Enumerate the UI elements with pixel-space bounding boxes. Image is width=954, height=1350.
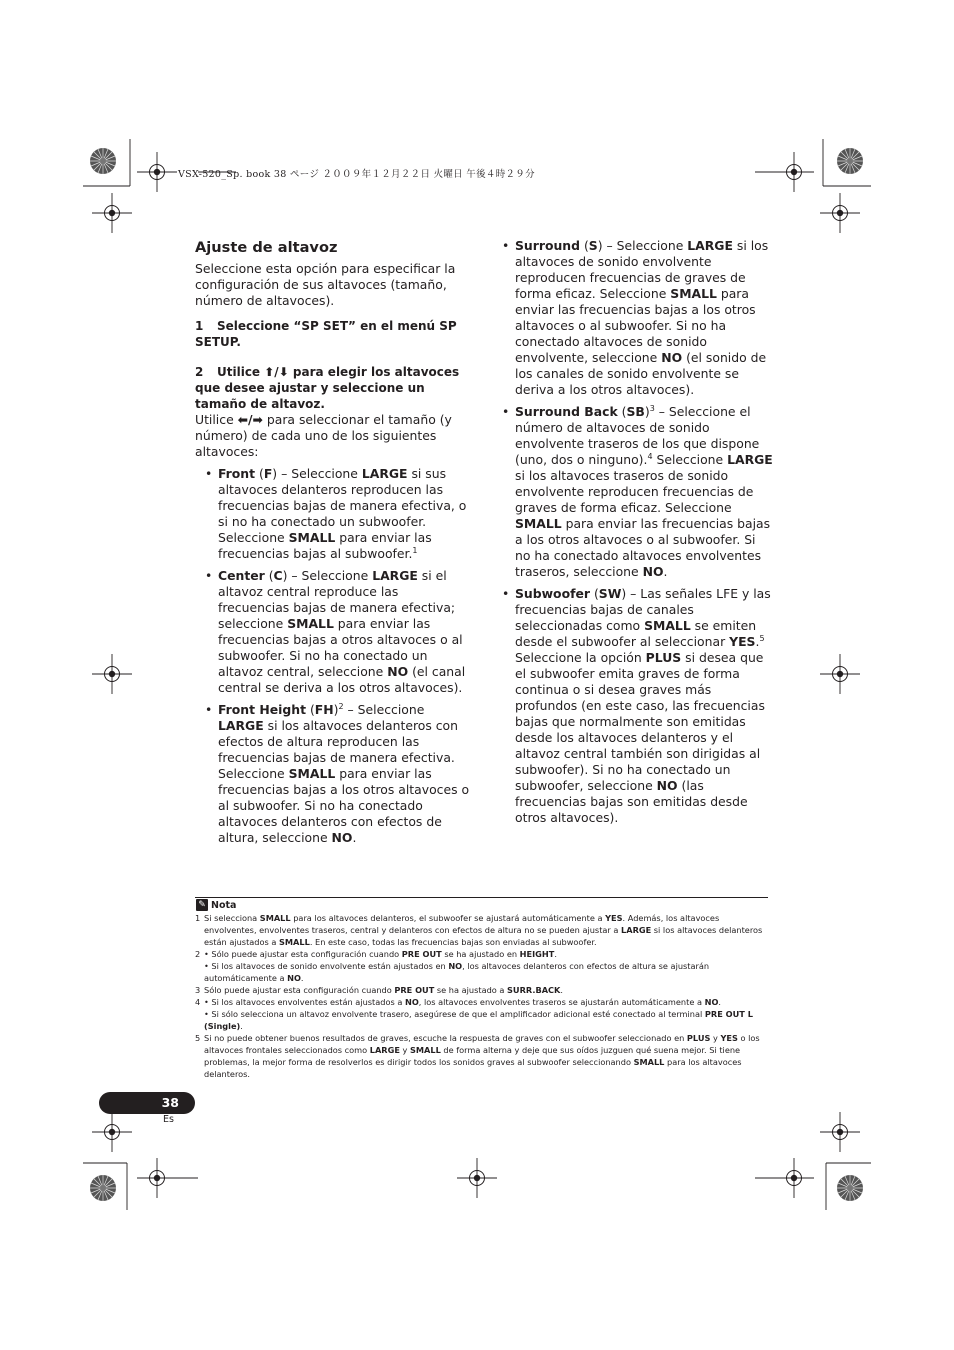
registration-cross — [92, 193, 132, 233]
registration-cross — [92, 654, 132, 694]
step-number: 2 — [195, 365, 204, 379]
footnote-2a: 2 • Sólo puede ajustar esta configuración cuando PRE OUT se ha ajustado en HEIGHT. — [195, 949, 557, 959]
list-item-front: • Front (F) – Seleccione LARGE si sus altavoces delanteros reproducen las frecuencias bajas de manera efectiva, o si no ha conectado un subwoofer. Seleccione SMALL para enviar las frecuencias bajas al subwoofer.$^1$ — [205, 466, 467, 561]
footnote-1: 1 Si selecciona SMALL para los altavoces delanteros, el subwoofer se ajustará automáticamente a YES. Además, los altavoces envolventes, envolventes traseros, central y delanteros con efectos de altura no se pueden ajustar a LARGE si los altavoces delanteros están ajustados a SMALL. En este caso, todas las frecuencias bajas son enviadas al subwoofer. — [195, 913, 763, 947]
note-heading: ✎ Nota — [196, 899, 236, 911]
speaker-list — [501, 238, 773, 826]
registration-cross — [92, 1112, 132, 1152]
registration-cross — [820, 1112, 860, 1152]
registration-burst-bottom-left — [90, 1175, 116, 1201]
step-1 — [195, 318, 473, 350]
footnotes — [195, 912, 768, 1080]
registration-cross — [774, 1158, 814, 1198]
footnote-4b: • Si sólo selecciona un altavoz envolvente trasero, asegúrese de que el amplificador adicional esté conectado al terminal PRE OUT L (Single). — [204, 1009, 753, 1031]
list-item-front-height: • Front Height (FH)$^2$ – Seleccione LARGE si los altavoces delanteros con efectos de altura reproducen las frecuencias bajas de manera efectiva. Seleccione SMALL para enviar las frecuencias bajas a los otros altavoces o al subwoofer. Si no ha conectado altavoces delanteros con efectos de altura, seleccione NO. — [205, 702, 470, 845]
registration-cross — [774, 152, 814, 192]
footnote-5: 5 Si no puede obtener buenos resultados de graves, escuche la respuesta de graves con el subwoofer seleccionado en PLUS y YES o los altavoces frontales seleccionados como LARGE y SMALL de forma alterna y deje que sus oídos juzguen qué suena mejor. Si tiene problemas, la mejor forma de resolverlos es dirigir todos los sonidos graves al subwoofer seleccionando SMALL para los altavoces delanteros. — [195, 1033, 760, 1079]
step-number: 1 — [195, 319, 204, 333]
step-2: 2 Utilice ⬆/⬇ para elegir los altavoces que desee ajustar y seleccione un tamaño de altavoz. — [195, 365, 460, 411]
step-2-body: Utilice ⬅/➡ para seleccionar el tamaño (y número) de cada uno de los siguientes altavoces: — [195, 412, 452, 459]
section-title: Ajuste de altavoz — [195, 239, 338, 256]
footnote-3: 3 Sólo puede ajustar esta configuración cuando PRE OUT se ha ajustado a SURR.BACK. — [195, 985, 563, 995]
list-item-surround-back: • Surround Back (SB)$^3$ – Seleccione el número de altavoces de sonido envolvente traseros de los que dispone (uno, dos o ninguno).$^4$ Seleccione LARGE si los altavoces traseros de sonido envolvente reproducen frecuencias de graves de forma eficaz. Seleccione SMALL para enviar las frecuencias bajas a los otros altavoces o al subwoofer. Si no ha conectado altavoces envolventes traseros, seleccione NO. — [502, 404, 773, 579]
list-item-subwoofer: • Subwoofer (SW) – Las señales LFE y las frecuencias bajas de canales seleccionadas como SMALL se emiten desde el subwoofer al seleccionar YES.$^5$ Seleccione la opción PLUS si desea que el subwoofer emita graves de forma continua o si desea graves más profundos (en este caso, las frecuencias bajas que normalmente son emitidas desde los altavoces delanteros y el altavoz central también son dirigidas al subwoofer). Si no ha conectado un subwoofer, seleccione NO (las frecuencias bajas son emitidas desde otros altavoces). — [502, 586, 771, 825]
registration-burst-top-right — [837, 148, 863, 174]
registration-burst-bottom-right — [837, 1175, 863, 1201]
registration-cross — [457, 1158, 497, 1198]
left-right-arrows-icon: ⬅/➡ — [237, 412, 263, 427]
registration-cross — [137, 152, 177, 192]
registration-cross — [820, 193, 860, 233]
note-divider — [195, 897, 768, 898]
list-item-center: • Center (C) – Seleccione LARGE si el altavoz central reproduce las frecuencias bajas de manera efectiva; seleccione SMALL para enviar las frecuencias bajas a otros altavoces o al subwoofer. Si no ha conectado un altavoz central, seleccione NO (el canal central se deriva a los otros altavoces). — [205, 568, 466, 695]
footnote-4a: 4 • Si los altavoces envolventes están ajustados a NO, los altavoces envolventes traseros se ajustarán automáticamente a NO. — [195, 997, 722, 1007]
up-down-arrows-icon: ⬆/⬇ — [264, 365, 289, 379]
page-number-tab: 38 — [99, 1092, 195, 1114]
step-text: Seleccione “SP SET” en el menú SP SETUP. — [195, 319, 457, 349]
page-language: Es — [163, 1114, 174, 1125]
registration-cross — [820, 654, 860, 694]
note-icon: ✎ — [196, 899, 208, 911]
speaker-list — [195, 466, 473, 846]
registration-burst-top-left — [90, 148, 116, 174]
right-column — [501, 238, 773, 832]
footnote-2b: • Si los altavoces de sonido envolvente están ajustados en NO, los altavoces delanteros con efectos de altura se ajustarán automáticamente a NO. — [204, 961, 710, 983]
list-item-surround: • Surround (S) – Seleccione LARGE si los altavoces de sonido envolvente reproducen frecuencias de graves de forma eficaz. Seleccione SMALL para enviar las frecuencias bajas a los otros altavoces o al subwoofer. Si no ha conectado altavoces de sonido envolvente, seleccione NO (el sonido de los canales de sonido envolvente se deriva a los otros altavoces). — [502, 238, 769, 397]
left-column — [195, 238, 473, 852]
registration-cross — [137, 1158, 177, 1198]
print-header: VSX-520_Sp. book 38 ページ ２００９年１２月２２日 火曜日 午後４時２９分 — [178, 169, 535, 180]
intro-paragraph: Seleccione esta opción para especificar la configuración de sus altavoces (tamaño, número de altavoces). — [195, 261, 456, 308]
